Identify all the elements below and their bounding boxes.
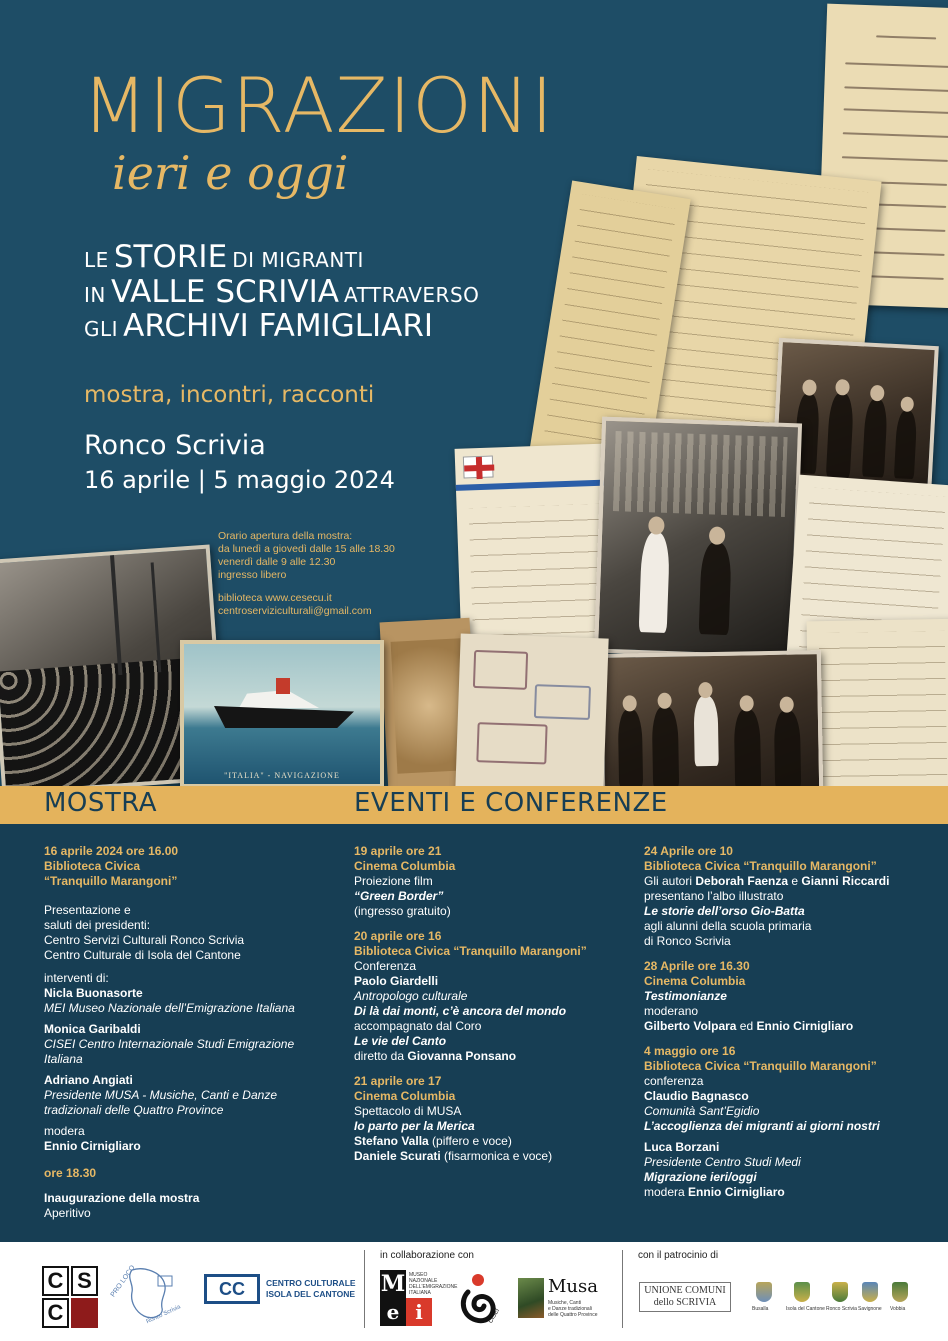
event-date: 24 Aprile ore 10: [644, 844, 733, 858]
talk-title: Migrazione ieri/oggi: [644, 1170, 757, 1184]
event-description: Spettacolo di MUSA: [354, 1104, 462, 1118]
cisei-logo: [456, 1270, 504, 1326]
mostra-column: [44, 844, 295, 1221]
event-description: Conferenza: [354, 959, 417, 973]
crest-icon: [794, 1282, 810, 1302]
moderator: modera Ennio Cirnigliaro: [644, 1185, 785, 1199]
mostra-intro: Presentazione e: [44, 903, 131, 917]
hours-friday: venerdì dalle 9 alle 12.30: [218, 556, 336, 569]
mei-logo: M e i MUSEO NAZIONALE DELL'EMIGRAZIONE ITALIANA: [380, 1271, 458, 1324]
performer: Stefano Valla (piffero e voce): [354, 1134, 512, 1148]
program-section: [0, 824, 948, 1242]
event-authors: Gli autori Deborah Faenza e Gianni Riccardi: [644, 874, 890, 888]
show-title: Io parto per la Merica: [354, 1119, 475, 1133]
speaker-name: Paolo Giardelli: [354, 974, 439, 988]
poster-subtitle: ieri e oggi: [112, 146, 349, 200]
event-note: (ingresso gratuito): [354, 904, 451, 918]
event-date: 19 aprile ore 21: [354, 844, 442, 858]
event-dates: 16 aprile | 5 maggio 2024: [84, 466, 395, 494]
website-link[interactable]: biblioteca www.cesecu.it: [218, 591, 332, 604]
event-venue: Biblioteca Civica “Tranquillo Marangoni”: [644, 1059, 877, 1073]
event-venue: Cinema Columbia: [644, 974, 746, 988]
musa-logo-image: [518, 1278, 544, 1318]
mostra-org-1: Centro Servizi Culturali Ronco Scrivia: [44, 933, 245, 947]
speaker-role: tradizionali delle Quattro Province: [44, 1103, 224, 1117]
event-description: presentano l’albo illustrato: [644, 889, 784, 903]
shop-interior-photo: [594, 417, 802, 660]
event-date: 28 Aprile ore 16.30: [644, 959, 750, 973]
crest-label: Savignone: [858, 1306, 882, 1312]
collaboration-label: in collaborazione con: [380, 1250, 474, 1261]
crest-label: Busalla: [752, 1306, 769, 1312]
talk-title: L’accoglienza dei migranti ai giorni nostri: [644, 1119, 880, 1133]
inauguration-title: Inaugurazione della mostra: [44, 1191, 200, 1205]
theme-line-2: IN VALLE SCRIVIA ATTRAVERSO: [84, 273, 480, 310]
moderators: Gilberto Volpara ed Ennio Cirnigliaro: [644, 1019, 854, 1033]
event-date: 21 aprile ore 17: [354, 1074, 442, 1088]
book-title: Le storie dell’orso Gio-Batta: [644, 904, 805, 918]
speaker-role: Italiana: [44, 1052, 83, 1066]
events-column-2: [644, 844, 889, 1200]
crest-label: Isola del Cantone: [786, 1306, 825, 1312]
event-description: accompagnato dal Coro: [354, 1019, 482, 1033]
hours-entry: ingresso libero: [218, 569, 287, 582]
speaker-role: MEI Museo Nazionale dell’Emigrazione Italiana: [44, 1001, 295, 1015]
performer: Daniele Scurati (fisarmonica e voce): [354, 1149, 553, 1163]
section-title-mostra: MOSTRA: [44, 788, 158, 818]
speaker-name: Claudio Bagnasco: [644, 1089, 749, 1103]
mostra-intro-2: saluti dei presidenti:: [44, 918, 151, 932]
musa-logo-title: Musa: [548, 1276, 598, 1297]
footer-divider: [364, 1250, 365, 1328]
speaker-name: Monica Garibaldi: [44, 1022, 141, 1036]
choir-director: diretto da Giovanna Ponsano: [354, 1049, 517, 1063]
event-venue: Cinema Columbia: [354, 859, 456, 873]
speaker-role: Comunità Sant’Egidio: [644, 1104, 760, 1118]
csc-logo: C S C: [42, 1266, 98, 1322]
crest-label: Vobbia: [890, 1306, 906, 1312]
moderator-label: modera: [44, 1124, 85, 1138]
musa-logo-subtitle: Musiche, Canti e Danze tradizionali delle Quattro Province: [548, 1300, 598, 1318]
event-venue: Cinema Columbia: [354, 1089, 456, 1103]
section-title-eventi: EVENTI E CONFERENZE: [354, 788, 668, 818]
speaker-name: Luca Borzani: [644, 1140, 720, 1154]
events-column-1: [354, 844, 587, 1164]
mostra-date: 16 aprile 2024 ore 16.00: [44, 844, 179, 858]
svg-text:PRO LOCO: PRO LOCO: [110, 1264, 137, 1299]
speaker-role: Presidente MUSA - Musiche, Canti e Danze: [44, 1088, 277, 1102]
tagline: mostra, incontri, racconti: [84, 382, 375, 408]
mostra-interventi: interventi di:: [44, 971, 109, 985]
event-description: conferenza: [644, 1074, 704, 1088]
mostra-venue-name: “Tranquillo Marangoni”: [44, 874, 178, 888]
passport-stamps: [455, 633, 608, 792]
footer-divider: [622, 1250, 623, 1328]
ship-postcard: [180, 640, 384, 788]
hours-title: Orario apertura della mostra:: [218, 530, 353, 542]
event-venue: Biblioteca Civica “Tranquillo Marangoni”: [644, 859, 877, 873]
aperitivo-label: Aperitivo: [44, 1206, 91, 1220]
speaker-name: Adriano Angiati: [44, 1073, 133, 1087]
crest-icon: [832, 1282, 848, 1302]
patronage-label: con il patrocinio di: [638, 1250, 719, 1261]
svg-text:CISEI: CISEI: [488, 1307, 502, 1325]
sponsors-footer: [0, 1242, 948, 1341]
event-description: di Ronco Scrivia: [644, 934, 731, 948]
crest-icon: [892, 1282, 908, 1302]
moderator-label: moderano: [644, 1004, 699, 1018]
event-location: Ronco Scrivia: [84, 430, 266, 461]
poster-title: MIGRAZIONI: [82, 61, 555, 150]
mostra-org-2: Centro Culturale di Isola del Cantone: [44, 948, 241, 962]
theme-statement: [84, 240, 479, 344]
crest-icon: [756, 1282, 772, 1302]
theme-line-3: GLI ARCHIVI FAMIGLIARI: [84, 308, 434, 345]
event-description: Proiezione film: [354, 874, 433, 888]
event-title: Testimonianze: [644, 989, 727, 1003]
speaker-role: Presidente Centro Studi Medi: [644, 1155, 801, 1169]
flag-icon: [463, 456, 494, 479]
speaker-role: CISEI Centro Internazionale Studi Emigrazione: [44, 1037, 295, 1051]
film-title: “Green Border”: [354, 889, 444, 903]
inauguration-time: ore 18.30: [44, 1166, 97, 1180]
event-date: 4 maggio ore 16: [644, 1044, 736, 1058]
event-description: agli alunni della scuola primaria: [644, 919, 812, 933]
crest-icon: [862, 1282, 878, 1302]
hours-weekdays: da lunedì a giovedì dalle 15 alle 18.30: [218, 543, 395, 556]
ship-postcard-caption: "ITALIA" - NAVIGAZIONE: [224, 771, 340, 780]
event-date: 20 aprile ore 16: [354, 929, 442, 943]
mostra-venue: Biblioteca Civica: [44, 859, 141, 873]
centro-culturale-logo: CC: [204, 1274, 260, 1304]
moderator-name: Ennio Cirnigliaro: [44, 1139, 141, 1153]
talk-title: Di là dai monti, c’è ancora del mondo: [354, 1004, 567, 1018]
svg-text:Ronco Scrivia: Ronco Scrivia: [145, 1304, 182, 1326]
speaker-name: Nicla Buonasorte: [44, 986, 143, 1000]
email-link[interactable]: centroserviziculturali@gmail.com: [218, 604, 372, 617]
pro-loco-logo: [110, 1262, 186, 1326]
opening-hours: [218, 530, 395, 618]
theme-line-1: LE STORIE DI MIGRANTI: [84, 239, 364, 275]
speaker-role: Antropologo culturale: [354, 989, 468, 1003]
receipt-page: [807, 619, 948, 792]
centro-culturale-name: CENTRO CULTURALE ISOLA DEL CANTONE: [266, 1278, 356, 1299]
event-venue: Biblioteca Civica “Tranquillo Marangoni”: [354, 944, 587, 958]
group-portrait-photo: [599, 650, 823, 792]
crest-label: Ronco Scrivia: [826, 1306, 857, 1312]
choir-name: Le vie del Canto: [354, 1034, 447, 1048]
unione-comuni-logo: UNIONE COMUNI dello SCRIVIA: [639, 1282, 731, 1312]
